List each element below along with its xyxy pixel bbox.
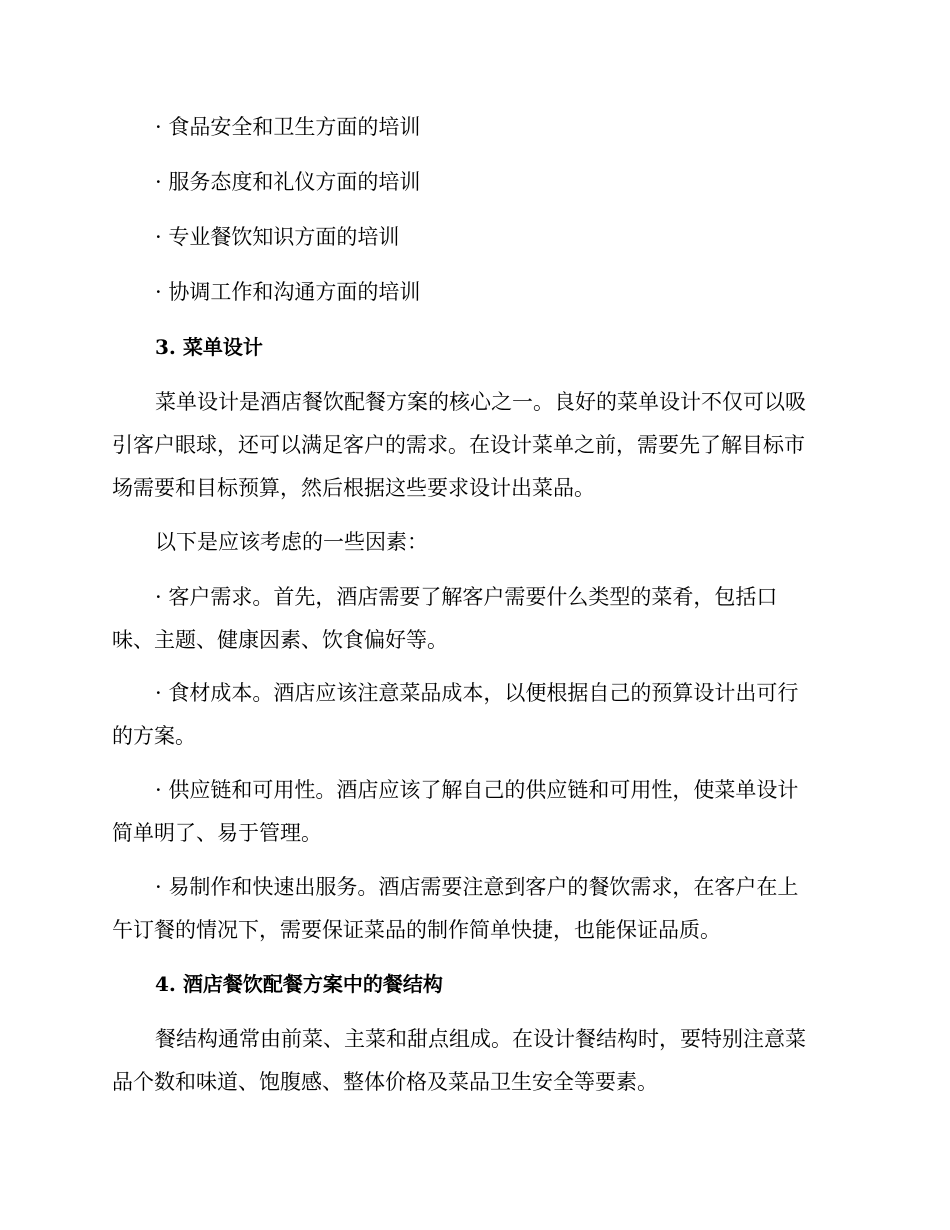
paragraph-line: 餐结构通常由前菜、主菜和甜点组成。在设计餐结构时，要特别注意菜	[155, 1027, 806, 1051]
section-heading: 3. 菜单设计	[155, 335, 263, 359]
factor-line: 味、主题、健康因素、饮食偏好等。	[112, 628, 448, 652]
bullet-item: · 协调工作和沟通方面的培训	[155, 280, 421, 304]
bullet-item: · 食品安全和卫生方面的培训	[155, 115, 421, 139]
paragraph-line: 场需要和目标预算，然后根据这些要求设计出菜品。	[112, 476, 595, 500]
bullet-item: · 专业餐饮知识方面的培训	[155, 225, 400, 249]
factor-line: 简单明了、易于管理。	[112, 821, 322, 845]
paragraph-line: 品个数和味道、饱腹感、整体价格及菜品卫生安全等要素。	[112, 1070, 658, 1094]
bullet-item: · 服务态度和礼仪方面的培训	[155, 170, 421, 194]
factor-line: · 易制作和快速出服务。酒店需要注意到客户的餐饮需求，在客户在上	[155, 875, 799, 899]
factor-line: · 食材成本。酒店应该注意菜品成本，以便根据自己的预算设计出可行	[155, 681, 799, 705]
factor-line: 午订餐的情况下，需要保证菜品的制作简单快捷，也能保证品质。	[112, 918, 721, 942]
factor-line: · 客户需求。首先，酒店需要了解客户需要什么类型的菜肴，包括口	[155, 585, 778, 609]
section-heading: 4. 酒店餐饮配餐方案中的餐结构	[155, 972, 443, 996]
factor-line: · 供应链和可用性。酒店应该了解自己的供应链和可用性，使菜单设计	[155, 778, 799, 802]
factor-line: 的方案。	[112, 724, 196, 748]
paragraph-intro: 以下是应该考虑的一些因素：	[155, 530, 428, 554]
paragraph-line: 引客户眼球，还可以满足客户的需求。在设计菜单之前，需要先了解目标市	[112, 433, 805, 457]
paragraph-line: 菜单设计是酒店餐饮配餐方案的核心之一。良好的菜单设计不仅可以吸	[155, 390, 806, 414]
